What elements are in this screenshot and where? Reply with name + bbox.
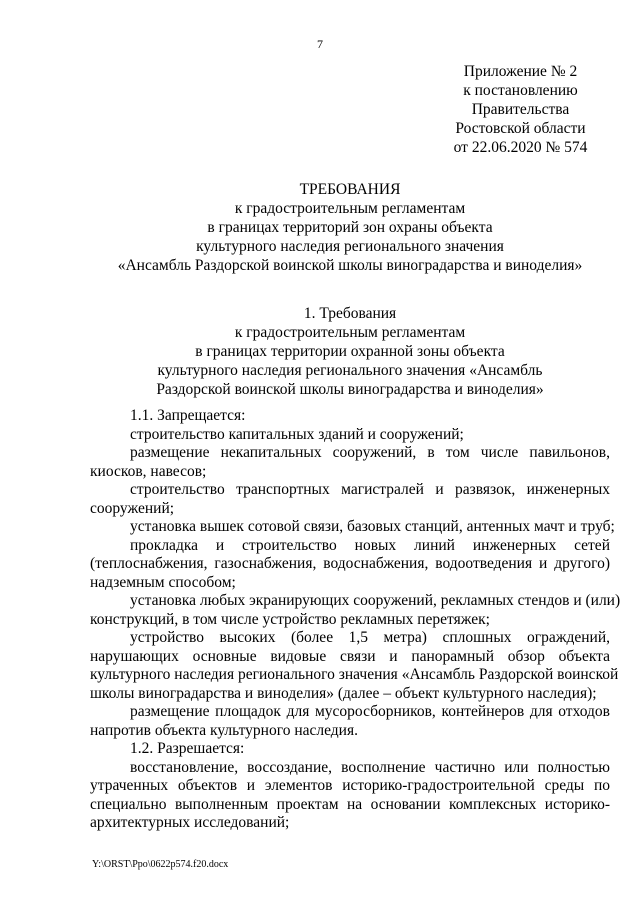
- body-line: (теплоснабжения, газоснабжения, водоснабжения, водоотведения и другого): [90, 555, 610, 572]
- subsection-heading: 1.1. Запрещается:: [130, 407, 246, 424]
- section-heading-line: культурного наследия регионального значения «Ансамбль: [157, 362, 543, 379]
- title-line: «Ансамбль Раздорской воинской школы виноградарства и виноделия»: [117, 257, 583, 274]
- body-line: культурного наследия регионального значения «Ансамбль Раздорской воинской: [90, 666, 619, 683]
- appendix-line: от 22.06.2020 № 574: [453, 139, 588, 156]
- document-body: [90, 407, 621, 833]
- document-title: [90, 180, 610, 275]
- appendix-header: [438, 62, 603, 157]
- appendix-line: Ростовской области: [455, 120, 586, 137]
- body-line: конструкций, в том числе устройство рекламных перетяжек;: [90, 610, 490, 628]
- body-line: напротив объекта культурного наследия.: [90, 721, 358, 739]
- appendix-line: к постановлению: [463, 82, 578, 99]
- page-number: 7: [317, 37, 323, 51]
- section-heading-line: к градостроительным регламентам: [234, 324, 466, 341]
- body-line: надземным способом;: [90, 573, 236, 591]
- body-line: киосков, навесов;: [90, 462, 207, 480]
- body-line: архитектурных исследований;: [90, 814, 290, 831]
- body-line: установка вышек сотовой связи, базовых станций, антенных мачт и труб;: [130, 518, 615, 535]
- body-line: строительство транспортных магистралей и развязок, инженерных: [130, 481, 610, 498]
- appendix-line: Правительства: [471, 101, 570, 118]
- file-path-footer: Y:\ORST\Ppo\0622p574.f20.docx: [92, 859, 229, 870]
- body-line: восстановление, воссоздание, восполнение частично или полностью: [130, 758, 610, 776]
- title-line: в границах территорий зон охраны объекта: [207, 219, 493, 236]
- body-line: сооружений;: [90, 499, 175, 517]
- body-line: нарушающих основные видовые связи и панорамный обзор объекта: [90, 647, 610, 665]
- subsection-heading: 1.2. Разрешается:: [130, 740, 245, 757]
- appendix-line: Приложение № 2: [463, 63, 578, 80]
- body-line: утраченных объектов и элементов историко-градостроительной среды по: [90, 777, 610, 794]
- title-line: к градостроительным регламентам: [234, 200, 466, 217]
- body-line: размещение некапитальных сооружений, в том числе павильонов,: [130, 444, 610, 461]
- body-line: установка любых экранирующих сооружений, рекламных стендов и (или): [130, 592, 621, 609]
- title-line: ТРЕБОВАНИЯ: [299, 181, 401, 198]
- body-line: специально выполненным проектам на основании комплексных историко-: [90, 795, 610, 813]
- body-line: школы виноградарства и виноделия» (далее – объект культурного наследия);: [90, 684, 597, 702]
- title-line: культурного наследия регионального значения: [196, 238, 504, 255]
- body-line: размещение площадок для мусоросборников, контейнеров для отходов: [130, 703, 610, 720]
- section-heading: [90, 304, 610, 399]
- body-line: устройство высоких (более 1,5 метра) сплошных ограждений,: [130, 629, 610, 646]
- body-line: строительство капитальных зданий и сооружений;: [130, 425, 464, 443]
- body-line: прокладка и строительство новых линий инженерных сетей: [130, 536, 610, 554]
- section-heading-line: 1. Требования: [303, 305, 397, 322]
- section-heading-line: в границах территории охранной зоны объекта: [195, 343, 505, 360]
- section-heading-line: Раздорской воинской школы виноградарства и виноделия»: [156, 381, 544, 398]
